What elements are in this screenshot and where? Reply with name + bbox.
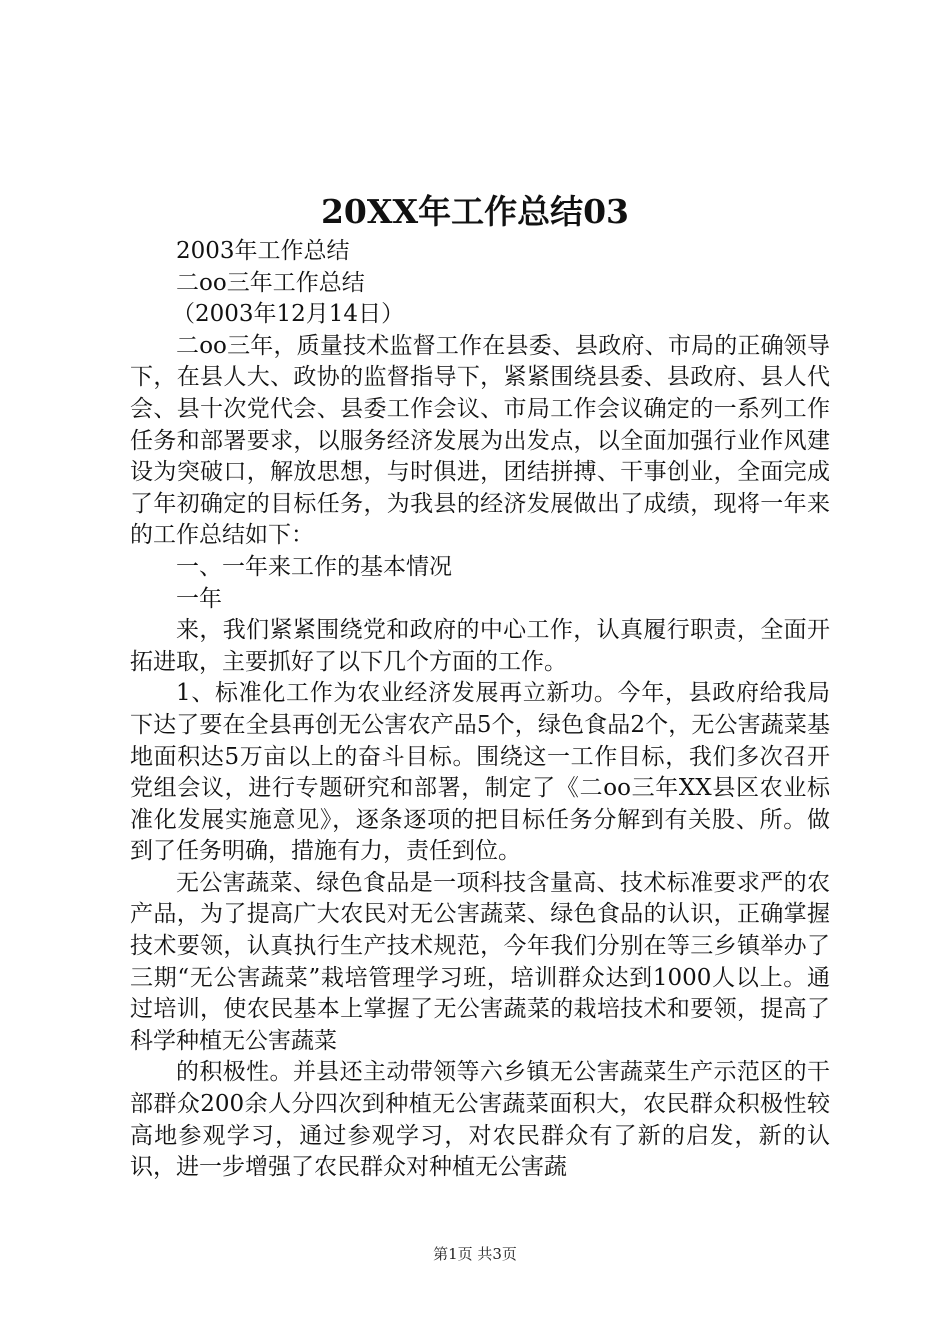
document-title: 20XX年工作总结03 [320, 192, 630, 231]
section-heading-1: 一、一年来工作的基本情况 [176, 553, 452, 580]
paragraph-heading: 二oo三年工作总结 [176, 269, 365, 296]
paragraph-vegetables: 无公害蔬菜、绿色食品是一项科技含量高、技术标准要求严的农产品，为了提高广大农民对无公害蔬菜、绿色食品的认识，正确掌握技术要领，认真执行生产技术规范，今年我们分别在等三乡镇举办了三期“无公害蔬菜”栽培管理学习班，培训群众达到1000人以上。通过培训，使农民基本上掌握了无公害蔬菜的栽培技术和要领，提高了科学种植无公害蔬菜 [130, 869, 830, 1054]
paragraph-standardization: 1、标准化工作为农业经济发展再立新功。今年，县政府给我局下达了要在全县再创无公害农产品5个，绿色食品2个，无公害蔬菜基地面积达5万亩以上的奋斗目标。围绕这一工作目标，我们多次召开党组会议，进行专题研究和部署，制定了《二oo三年XX县区农业标准化发展实施意见》，逐条逐项的把目标任务分解到有关股、所。做到了任务明确，措施有力，责任到位。 [130, 680, 830, 865]
paragraph-overview: 来，我们紧紧围绕党和政府的中心工作，认真履行职责，全面开拓进取，主要抓好了以下几个方面的工作。 [130, 617, 830, 675]
paragraph-fragment: 一年 [176, 585, 222, 612]
paragraph-subtitle: 2003年工作总结 [176, 238, 350, 264]
paragraph-date: （2003年12月14日） [172, 301, 405, 328]
paragraph-enthusiasm: 的积极性。并县还主动带领等六乡镇无公害蔬菜生产示范区的干部群众200余人分四次到种植无公害蔬菜面积大，农民群众积极性较高地参观学习，通过参观学习，对农民群众有了新的启发，新的认识，进一步增强了农民群众对种植无公害蔬 [130, 1059, 830, 1181]
document-body [130, 236, 830, 1184]
paragraph-intro: 二oo三年，质量技术监督工作在县委、县政府、市局的正确领导下，在县人大、政协的监督指导下，紧紧围绕县委、县政府、县人代会、县十次党代会、县委工作会议、市局工作会议确定的一系列工作任务和部署要求，以服务经济发展为出发点，以全面加强行业作风建设为突破口，解放思想，与时俱进，团结拼搏、干事创业，全面完成了年初确定的目标任务，为我县的经济发展做出了成绩，现将一年来的工作总结如下： [130, 332, 830, 549]
page-footer: 第1页 共3页 [433, 1245, 517, 1263]
